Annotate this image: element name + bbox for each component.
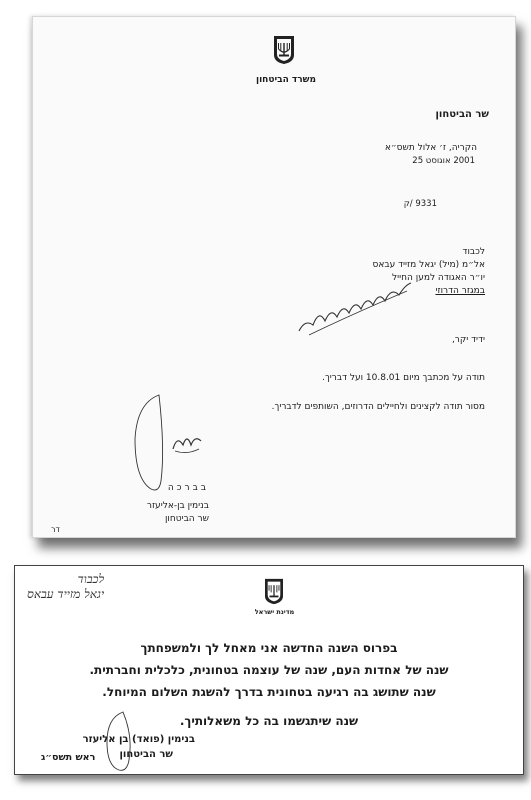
greeting-line: בפרוס השנה החדשה אני מאחל לך ולמשפחתך bbox=[140, 641, 398, 655]
handwritten-line: לכבוד bbox=[77, 572, 105, 586]
address-line: יו״ר האגודה למען החייל bbox=[392, 273, 485, 283]
state-emblem-icon bbox=[272, 35, 296, 65]
hebrew-date: הקריה, ז׳ אלול תשס״א bbox=[384, 143, 477, 153]
signatory-title: שר הביטחון bbox=[164, 514, 209, 524]
letter-body-line: תודה על מכתבך מיום 10.8.01 ועל דבריך. bbox=[322, 373, 485, 383]
new-year-greeting-card bbox=[14, 565, 524, 775]
salutation: ידיד יקר, bbox=[451, 335, 485, 345]
greeting-line: שנה של אחדות העם, שנה של עוצמה בטחונית, כלכלית וחברתית. bbox=[89, 663, 449, 677]
footer-initials: דר bbox=[51, 525, 60, 534]
handwritten-dedication bbox=[27, 572, 104, 602]
greeting-line: שנה שתושג בה רגיעה בטחונית בדרך להשגת השלום המיוחל. bbox=[102, 685, 436, 699]
address-line: במגזר הדרוזי bbox=[435, 286, 485, 296]
card-date: ראש תשס״ג bbox=[41, 752, 96, 763]
state-label: מדינת ישראל bbox=[254, 608, 295, 616]
minister-heading: שר הביטחון bbox=[435, 109, 489, 120]
letter-body-line: מסור תודה לקצינים ולחיילים הדרוזים, השותפים לדבריך. bbox=[271, 402, 485, 412]
signatory-title: שר הביטחון bbox=[119, 749, 173, 760]
ministry-name: משרד הביטחון bbox=[256, 75, 316, 85]
handwritten-line: יגאל מזייד עבאס bbox=[27, 587, 105, 601]
gregorian-date: 2001 אוגוסט 25 bbox=[412, 156, 475, 166]
closing: בברכה bbox=[167, 483, 209, 493]
greeting-line: שנה שיתגשמו בה כל משאלותיך. bbox=[179, 714, 359, 728]
signatory-name: בנימין (פואד) בן אליעזר bbox=[82, 734, 195, 745]
state-emblem-icon bbox=[263, 578, 285, 605]
handwritten-note-scribble bbox=[295, 279, 415, 339]
official-letter bbox=[32, 16, 516, 538]
address-line: אל״מ (מיל) יגאל מזייד עבאס bbox=[372, 260, 485, 270]
address-line: לכבוד bbox=[462, 247, 485, 257]
reference-number: 9331 /ק bbox=[403, 199, 437, 209]
signatory-name: בנימין בן-אליעזר bbox=[146, 501, 209, 511]
